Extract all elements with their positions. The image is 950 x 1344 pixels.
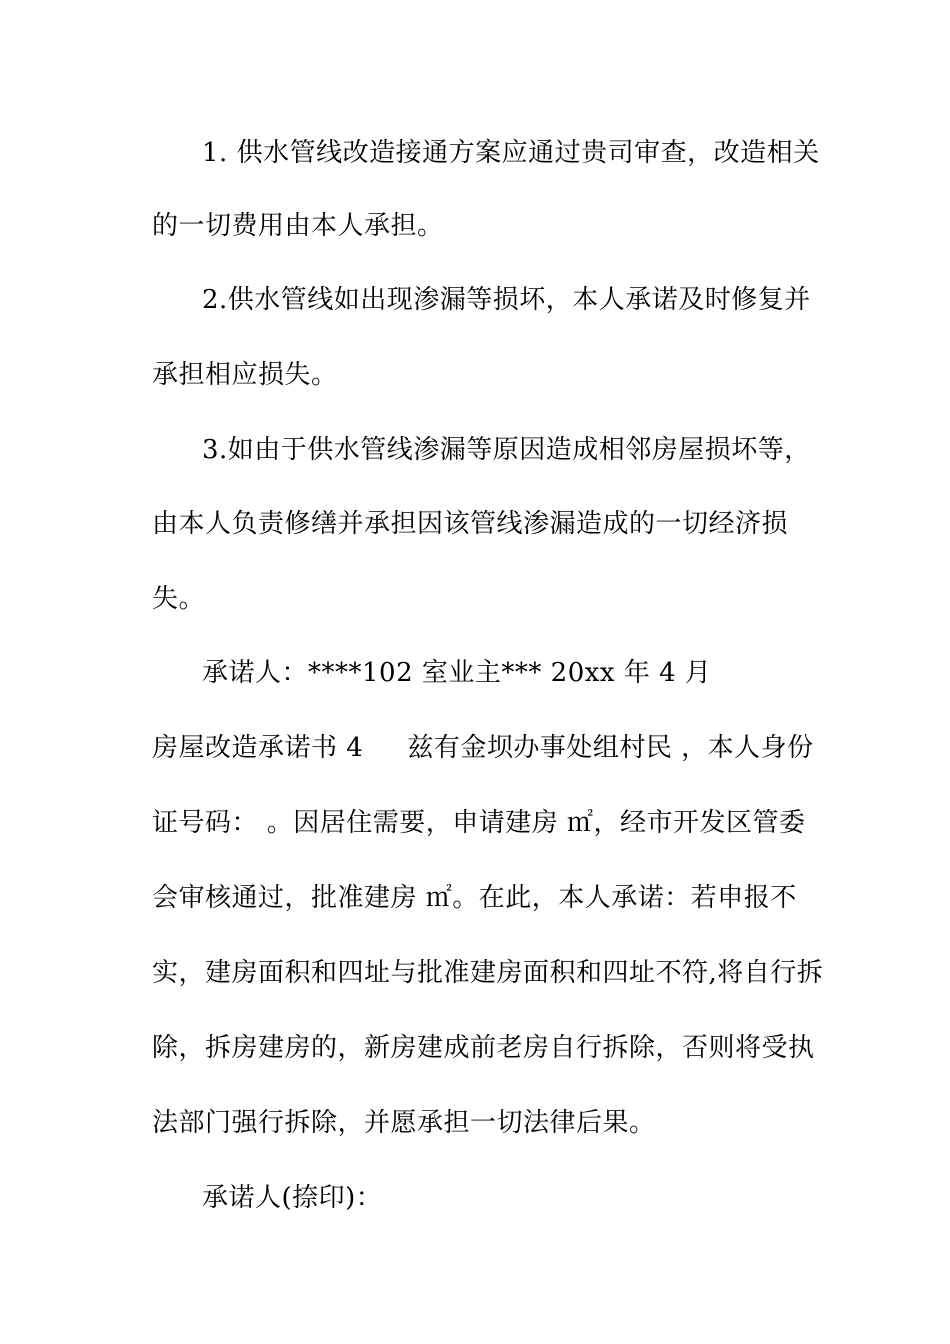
signature-line-1: 承诺人：****102 室业主*** 20xx 年 4 月 [202, 658, 712, 688]
paragraph-3-line-3: 失。 [152, 584, 206, 614]
declaration-line-6: 法部门强行拆除，并愿承担一切法律后果。 [152, 1108, 656, 1138]
heading-line [152, 729, 812, 767]
declaration-line-4: 实，建房面积和四址与批准建房面积和四址不符,将自行拆 [152, 958, 824, 988]
declaration-line-5: 除，拆房建房的，新房建成前老房自行拆除，否则将受执 [152, 1033, 815, 1063]
paragraph-2-line-1: 2.供水管线如出现渗漏等损坏，本人承诺及时修复并 [202, 285, 811, 315]
paragraph-1-line-2: 的一切费用由本人承担。 [152, 211, 444, 241]
declaration-line-1: 兹有金坝办事处组村民 ，本人身份 [407, 733, 814, 763]
declaration-line-2: 证号码： 。因居住需要，申请建房 ㎡，经市开发区管委 [152, 808, 806, 838]
declaration-line-3: 会审核通过，批准建房 ㎡。在此，本人承诺：若申报不 [152, 883, 797, 913]
paragraph-3-line-2: 由本人负责修缮并承担因该管线渗漏造成的一切经济损 [152, 509, 789, 539]
paragraph-3-line-1: 3.如由于供水管线渗漏等原因造成相邻房屋损坏等， [202, 435, 811, 465]
paragraph-2-line-2: 承担相应损失。 [152, 360, 338, 390]
signature-line-2: 承诺人(捺印)： [202, 1183, 383, 1213]
paragraph-1-line-1: 1. 供水管线改造接通方案应通过贵司审查，改造相关 [202, 138, 820, 168]
document-title: 房屋改造承诺书 4 [152, 733, 364, 763]
